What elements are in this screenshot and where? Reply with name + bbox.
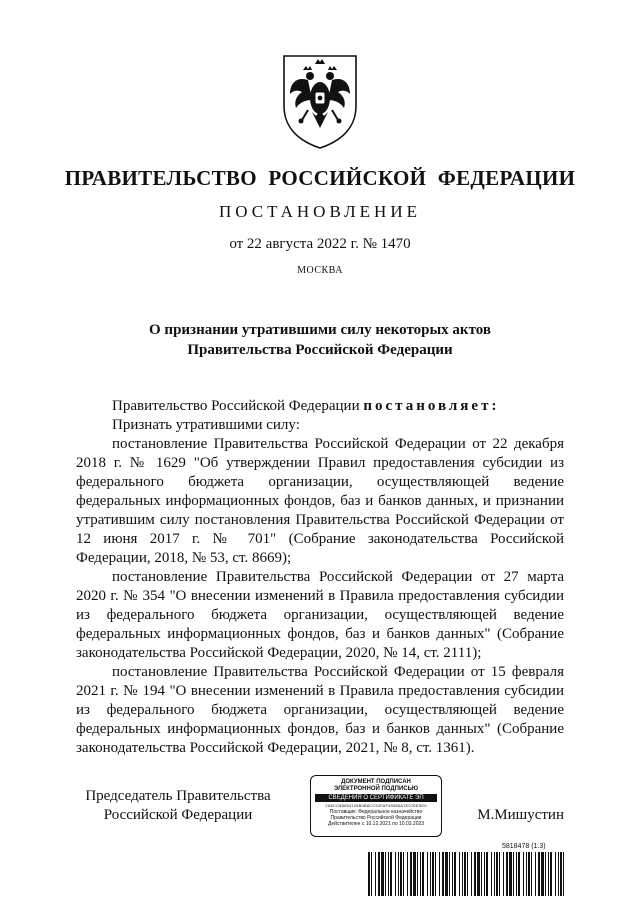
barcode-bar xyxy=(375,852,376,896)
body-paragraph: постановление Правительства Российской Федерации от 22 декабря 2018 г. № 1629 "Об утверждении Правил предоставления субсидии из федерального бюджета организации, осуществляющей ведение федеральных информационных фондов, баз и банков данных, и признании утратившим силу постановления Правительства Российской Федерации от 12 июня 2017 г. № 701" (Собрание законодательства Российской Федерации, 2018, № 53, ст. 8669); xyxy=(76,436,564,566)
barcode-bar xyxy=(558,852,559,896)
barcode-bar xyxy=(516,852,517,896)
barcode-bar xyxy=(459,852,460,896)
document-heading xyxy=(60,320,580,360)
barcode-bar xyxy=(385,852,386,896)
stamp-issuer-1: Поставщик: Федеральное казначейство xyxy=(329,809,423,815)
document-date-number: от 22 августа 2022 г. № 1470 xyxy=(229,236,411,252)
barcode-bar xyxy=(400,852,402,896)
barcode-bar xyxy=(555,852,556,896)
barcode-bar xyxy=(563,852,564,896)
barcode-bar xyxy=(430,852,431,896)
barcode-bar xyxy=(518,852,520,896)
barcode-bar xyxy=(462,852,463,896)
barcode-bar xyxy=(494,852,495,896)
barcode-bar xyxy=(442,852,444,896)
barcode-bar xyxy=(390,852,392,896)
barcode-bar xyxy=(452,852,453,896)
intro-prefix: Правительство Российской Федерации xyxy=(112,398,364,414)
barcode-bar xyxy=(454,852,456,896)
barcode-bar xyxy=(541,852,544,896)
stamp-serial: 2A6CC88054125B0B8CC52FAF49086A7E076ESE0 xyxy=(325,803,427,808)
barcode-bar xyxy=(506,852,508,896)
body-intro xyxy=(76,397,564,416)
body-paragraph: постановление Правительства Российской Федерации от 15 февраля 2021 г. № 194 "О внесении изменений в Правила предоставления субсидии из федерального бюджета организации, осуществляющей ведение федеральных информационных фондов, баз и банков данных" (Собрание законодательства Российской Федерации, 2021, № 8, ст. 1361). xyxy=(76,664,564,756)
barcode-number: 5818478 (1.3) xyxy=(502,843,546,850)
barcode-bar xyxy=(503,852,504,896)
barcode-bar xyxy=(410,852,412,896)
coat-of-arms-icon xyxy=(278,50,362,150)
barcode-bar xyxy=(439,852,440,896)
barcode-bar xyxy=(484,852,485,896)
barcode-bar xyxy=(486,852,488,896)
barcode-bar xyxy=(445,852,448,896)
barcode-bar xyxy=(523,852,524,896)
barcode-bar xyxy=(538,852,540,896)
signatory-title-line-1: Председатель Правительства xyxy=(85,788,271,804)
signatory-title-line-2: Российской Федерации xyxy=(103,807,253,823)
intro-decree-word: постановляет: xyxy=(363,398,500,414)
barcode-bar xyxy=(422,852,424,896)
barcode-bar xyxy=(420,852,421,896)
barcode-bar xyxy=(526,852,527,896)
heading-line-2: Правительства Российской Федерации xyxy=(187,342,453,358)
document-body xyxy=(76,397,564,758)
barcode-bar xyxy=(371,852,372,896)
barcode-bar xyxy=(477,852,480,896)
government-title: ПРАВИТЕЛЬСТВО РОССИЙСКОЙ ФЕДЕРАЦИИ xyxy=(64,166,576,190)
barcode-bar xyxy=(560,852,562,896)
barcode-bar xyxy=(435,852,436,896)
heading-line-1: О признании утратившими силу некоторых актов xyxy=(149,322,491,338)
barcode-bar xyxy=(548,852,549,896)
barcode-bar xyxy=(467,852,468,896)
barcode-bar xyxy=(378,852,380,896)
barcode-bar xyxy=(535,852,536,896)
barcode-bar xyxy=(398,852,399,896)
barcode-bar xyxy=(474,852,476,896)
stamp-valid: Действителен с 10.12.2021 по 10.03.2023 xyxy=(327,821,425,827)
document-type: ПОСТАНОВЛЕНИЕ xyxy=(218,202,421,221)
barcode-bar xyxy=(528,852,530,896)
barcode-bar xyxy=(407,852,408,896)
barcode-bar xyxy=(509,852,512,896)
barcode-bar xyxy=(368,852,370,896)
barcode-bar xyxy=(395,852,396,896)
barcode-icon xyxy=(368,852,566,896)
signatory-name: М.Мишустин xyxy=(477,807,564,823)
signatory-title xyxy=(80,787,276,825)
body-paragraph: Признать утратившими силу: xyxy=(112,417,300,433)
barcode-bar xyxy=(403,852,404,896)
barcode-bar xyxy=(481,852,482,896)
electronic-signature-stamp xyxy=(310,775,442,837)
barcode-bar xyxy=(388,852,389,896)
barcode-bar xyxy=(427,852,428,896)
barcode-bar xyxy=(432,852,434,896)
barcode-bar xyxy=(550,852,552,896)
stamp-issuer-2: Правительство Российской Федерации xyxy=(330,815,422,821)
barcode-bar xyxy=(496,852,498,896)
stamp-line-1: ДОКУМЕНТ ПОДПИСАН xyxy=(341,779,411,785)
document-city: МОСКВА xyxy=(297,265,343,276)
stamp-line-2: ЭЛЕКТРОННОЙ ПОДПИСЬЮ xyxy=(333,786,419,792)
barcode-bar xyxy=(513,852,514,896)
barcode-bar xyxy=(491,852,492,896)
barcode-bar xyxy=(531,852,532,896)
stamp-line-3: СВЕДЕНИЯ О СЕРТИФИКАТЕ ЭП xyxy=(315,794,437,802)
barcode-bar xyxy=(413,852,416,896)
barcode-bar xyxy=(545,852,546,896)
barcode-bar xyxy=(471,852,472,896)
barcode-bar xyxy=(381,852,384,896)
barcode-bar xyxy=(417,852,418,896)
barcode-bar xyxy=(499,852,500,896)
barcode-bar xyxy=(464,852,466,896)
barcode-bar xyxy=(449,852,450,896)
body-paragraph: постановление Правительства Российской Федерации от 27 марта 2020 г. № 354 "О внесении изменений в Правила предоставления субсидии из федерального бюджета организации, осуществляющей ведение федеральных информационных фондов, баз и банков данных" (Собрание законодательства Российской Федерации, 2020, № 14, ст. 2111); xyxy=(76,569,564,661)
